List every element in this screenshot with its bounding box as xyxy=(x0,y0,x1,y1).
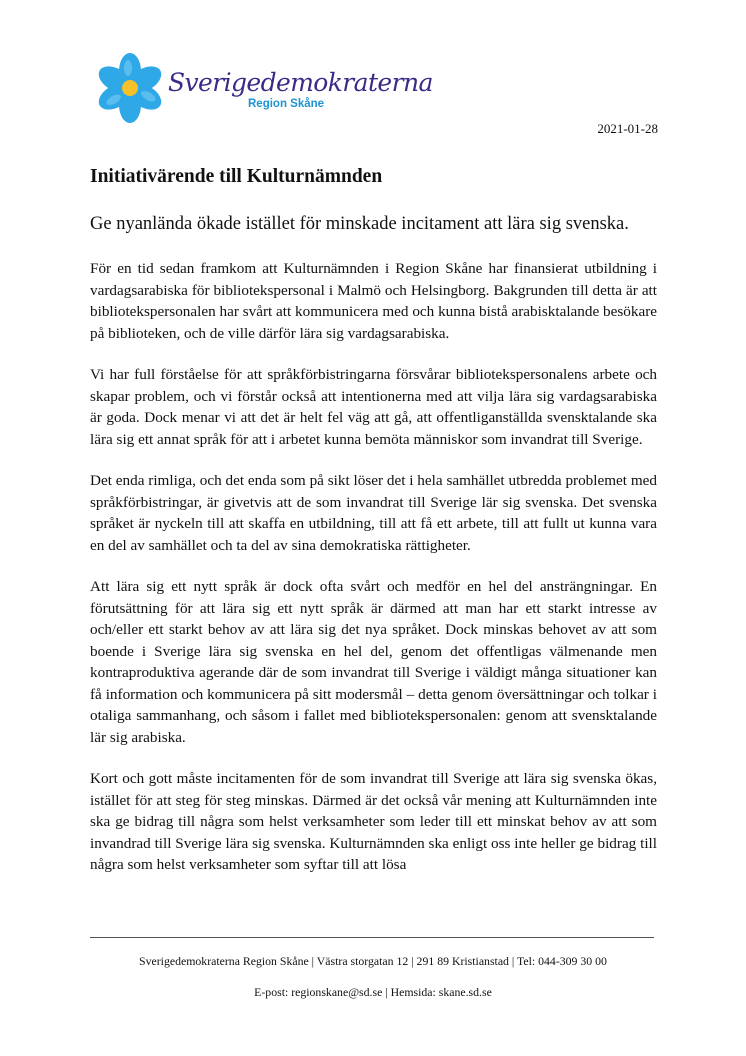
footer-divider xyxy=(90,937,654,938)
body-paragraph: Kort och gott måste incitamenten för de som invandrat till Sverige att lära sig svenska ökas, istället för att steg för steg minskas. Därmed är det också vår mening att Kulturnämnden inte ska ge bidrag till några som helst verksamheter som leder till ett minskat behov av att som invandrad till Sverige lära sig svenska. Kulturnämnden ska enligt oss inte heller ge bidrag till några som helst verksamheter som syftar till att lösa xyxy=(90,770,657,873)
body-paragraph: Vi har full förståelse för att språkförbistringarna försvårar bibliotekspersonalens arbete och skapar problem, och vi förstår också att intentionerna med att vilja lära sig vardagsarabiska är goda. Dock menar vi att det är helt fel väg att gå, att offentliganställda svensktalande ska lära sig ett annat språk för att i arbetet kunna bemöta människor som invandrat till Sverige. xyxy=(90,366,657,448)
party-logo xyxy=(96,52,433,124)
footer-contact: E-post: regionskane@sd.se | Hemsida: skane.sd.se xyxy=(254,985,492,999)
hepatica-flower-icon xyxy=(96,52,168,124)
body-paragraph: För en tid sedan framkom att Kulturnämnden i Region Skåne har finansierat utbildning i vardagsarabiska för bibliotekspersonal i Malmö och Helsingborg. Bakgrunden till detta är att bibliotekspersonalen har svårt att kommunicera med och kunna bistå arabisktalande besökare på biblioteken, och de ville därför lära sig vardagsarabiska. xyxy=(90,260,657,342)
document-subtitle: Ge nyanlända ökade istället för minskade incitament att lära sig svenska. xyxy=(90,214,629,234)
body-paragraph: Det enda rimliga, och det enda som på sikt löser det i hela samhället utbredda problemet med språkförbistringar, är givetvis att de som invandrat till Sverige lär sig svenska. Det svenska språket är nyckeln till att skaffa en utbildning, till att få ett arbete, till att fullt ut kunna vara en del av samhället och ta del av sina demokratiska rättigheter. xyxy=(90,472,657,554)
logo-region-name: Region Skåne xyxy=(248,98,325,110)
document-body xyxy=(90,258,657,896)
footer-address: Sverigedemokraterna Region Skåne | Västra storgatan 12 | 291 89 Kristianstad | Tel: 044-309 30 00 xyxy=(139,954,607,968)
body-paragraph: Att lära sig ett nytt språk är dock ofta svårt och medför en hel del ansträngningar. En förutsättning för att lära sig ett nytt språk är därmed att man har ett starkt intresse av och/eller ett starkt behov av att lära sig det nya språket. Dock minskas behovet av att som boende i Sverige lära sig svenska en hel del, genom det offentligas välmenande men kontraproduktiva agerande där de som invandrat till Sverige i väldigt många situationer kan få information och kommunicera på sitt modersmål – detta genom översättningar och tolkar i otaliga sammanhang, och såsom i fallet med bibliotekspersonalen: genom att svensktalande lär sig arabiska. xyxy=(90,578,657,746)
logo-party-name: Sverigedemokraterna xyxy=(168,68,433,97)
document-title: Initiativärende till Kulturnämnden xyxy=(90,166,383,187)
document-date: 2021-01-28 xyxy=(597,121,658,136)
